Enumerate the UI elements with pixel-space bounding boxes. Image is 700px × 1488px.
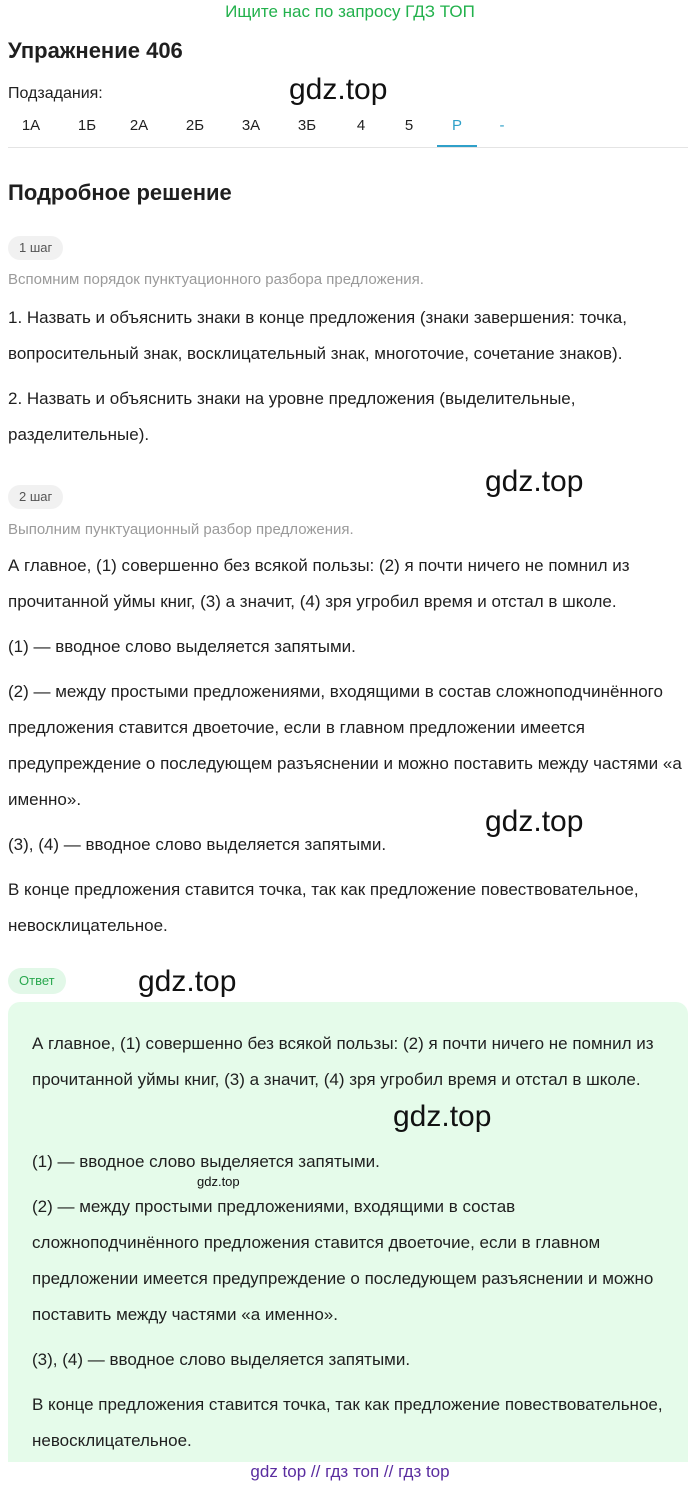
step-2-paragraph: В конце предложения ставится точка, так как предложение повествовательное, невосклицательное. [8, 880, 639, 935]
answer-paragraph: В конце предложения ставится точка, так как предложение повествовательное, невосклицательное. [32, 1395, 663, 1450]
step-2-hint: Выполним пунктуационный разбор предложения. [8, 521, 354, 538]
watermark: gdz.top [197, 1174, 240, 1189]
step-1-hint: Вспомним порядок пунктуационного разбора предложения. [8, 271, 424, 288]
page-title: Упражнение 406 [8, 38, 183, 63]
answer-paragraph: (2) — между простыми предложениями, входящими в состав сложноподчинённого предложения ставится двоеточие, если в главном предложении имеется предупреждение о последующем разъяснении и можно поставить между частями «а именно». [32, 1197, 654, 1324]
subtasks-label: Подзадания: [8, 85, 103, 102]
tab-3a[interactable]: 3А [241, 117, 261, 134]
footer-links[interactable]: gdz top // гдз топ // гдз top [250, 1462, 450, 1481]
tab-2b[interactable]: 2Б [185, 117, 205, 134]
watermark: gdz.top [485, 465, 584, 498]
top-banner[interactable]: Ищите нас по запросу ГДЗ ТОП [225, 2, 475, 21]
watermark: gdz.top [138, 965, 237, 998]
step-2-paragraph: (1) — вводное слово выделяется запятыми. [8, 637, 356, 656]
section-title: Подробное решение [8, 180, 232, 205]
answer-paragraph: (1) — вводное слово выделяется запятыми. [32, 1152, 380, 1171]
watermark: gdz.top [485, 805, 584, 838]
watermark: gdz.top [393, 1100, 492, 1133]
subtask-tabs [8, 108, 688, 148]
tab-5[interactable]: 5 [404, 117, 414, 134]
tab-1b[interactable]: 1Б [77, 117, 97, 134]
tab-3b[interactable]: 3Б [297, 117, 317, 134]
tab-r[interactable]: Р [437, 108, 477, 147]
answer-paragraph: А главное, (1) совершенно без всякой пользы: (2) я почти ничего не помнил из прочитанной уймы книг, (3) а значит, (4) зря угробил время и отстал в школе. [32, 1034, 654, 1089]
step-2-paragraph: (2) — между простыми предложениями, входящими в состав сложноподчинённого предложения ставится двоеточие, если в главном предложении имеется предупреждение о последующем разъяснении и можно поставить между частями «а именно». [8, 682, 682, 809]
tab-dash[interactable]: - [499, 117, 505, 134]
tab-1a[interactable]: 1А [21, 117, 41, 134]
step-1-paragraph: 2. Назвать и объяснить знаки на уровне предложения (выделительные, разделительные). [8, 389, 576, 444]
answer-badge: Ответ [8, 968, 66, 994]
watermark: gdz.top [289, 73, 388, 106]
step-2-paragraph: (3), (4) — вводное слово выделяется запятыми. [8, 835, 387, 854]
step-1-paragraph: 1. Назвать и объяснить знаки в конце предложения (знаки завершения: точка, вопросительный знак, восклицательный знак, многоточие, сочетание знаков). [8, 308, 627, 363]
step-1-badge: 1 шаг [8, 236, 63, 260]
step-2-paragraph: А главное, (1) совершенно без всякой пользы: (2) я почти ничего не помнил из прочитанной уймы книг, (3) а значит, (4) зря угробил время и отстал в школе. [8, 556, 630, 611]
step-2-badge: 2 шаг [8, 485, 63, 509]
tab-2a[interactable]: 2А [129, 117, 149, 134]
answer-paragraph: (3), (4) — вводное слово выделяется запятыми. [32, 1350, 411, 1369]
tab-4[interactable]: 4 [356, 117, 366, 134]
